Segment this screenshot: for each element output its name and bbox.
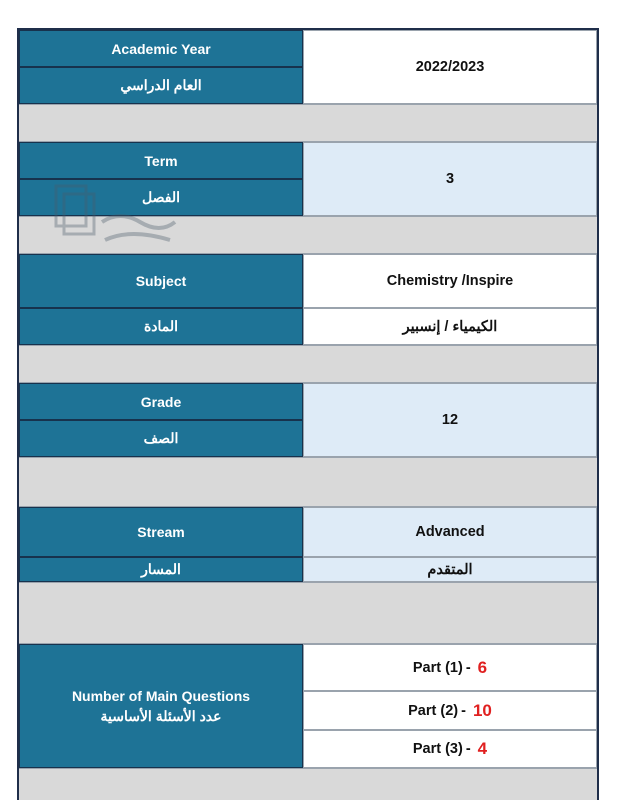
grade-label-en: Grade [19,383,303,420]
subject-value-ar: الكيمياء / إنسبير [303,308,597,345]
grade-value: 12 [303,383,597,457]
stream-value-en: Advanced [303,507,597,557]
spacer-band [19,104,597,142]
stream-label-en: Stream [19,507,303,557]
term-label-en: Term [19,142,303,179]
questions-label-en: Number of Main Questions [71,688,251,704]
part-2-count: 10 [472,700,492,720]
term-value: 3 [303,142,597,216]
spacer-band [19,457,597,507]
part-2-row: Part (2) - 10 [303,691,597,730]
spacer-band [19,768,597,800]
part-1-row: Part (1) - 6 [303,644,597,691]
grade-label-ar: الصف [19,420,303,457]
questions-label [19,644,303,768]
academic-year-label-ar: العام الدراسي [19,67,303,104]
spacer-band [19,582,597,644]
stream-value-ar: المتقدم [303,557,597,582]
part-1-count: 6 [477,657,488,677]
spacer-band [19,345,597,383]
subject-value-en: Chemistry /Inspire [303,254,597,308]
stream-label-ar: المسار [19,557,303,582]
subject-label-ar: المادة [19,308,303,345]
spacer-band [19,216,597,254]
part-3-row: Part (3) - 4 [303,730,597,768]
academic-year-label-en: Academic Year [19,30,303,67]
questions-label-ar: عدد الأسئلة الأساسية [100,708,222,724]
academic-year-value: 2022/2023 [303,30,597,104]
term-label-ar: الفصل [19,179,303,216]
part-3-count: 4 [477,739,488,758]
subject-label-en: Subject [19,254,303,308]
